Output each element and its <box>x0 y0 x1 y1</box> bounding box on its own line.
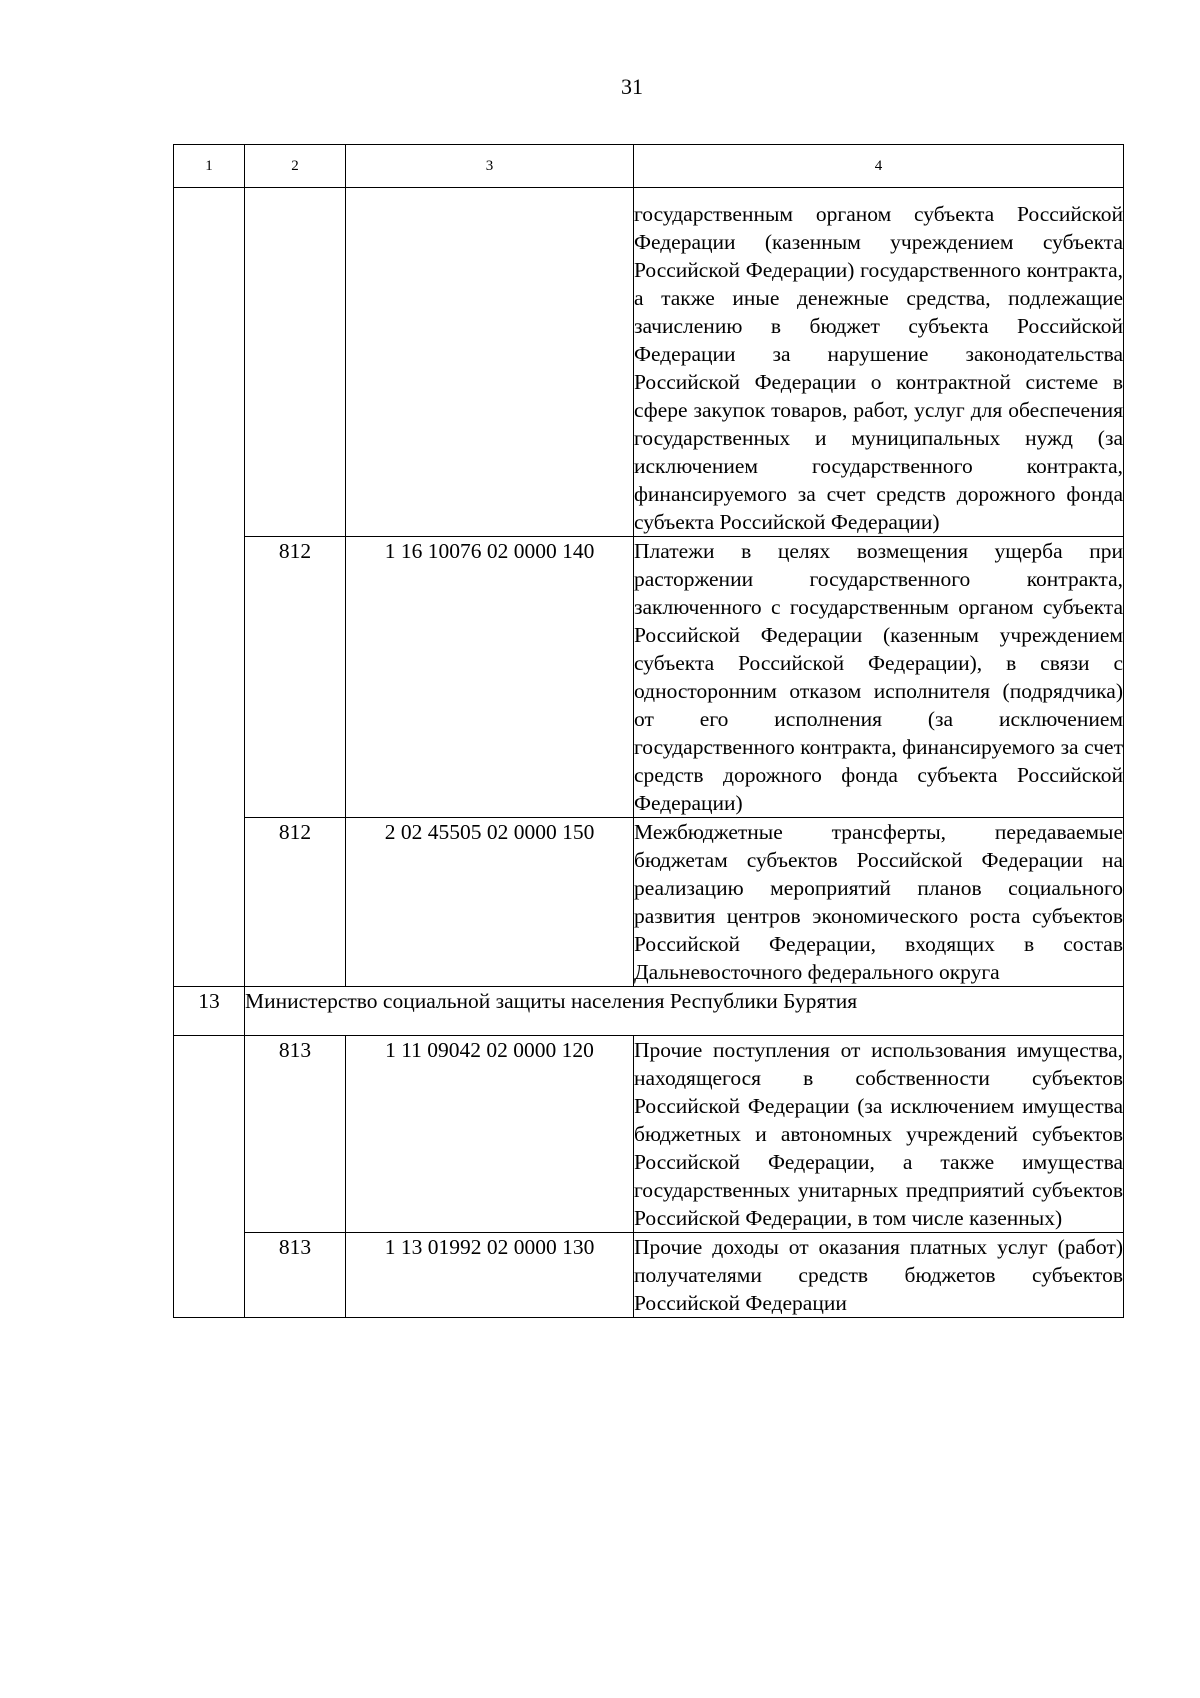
admin-code-cell: 813 <box>245 1036 346 1233</box>
description-cell: государственным органом субъекта Российской Федерации (казенным учреждением субъекта Российской Федерации) государственного контракта, а также иные денежные средства, подлежащие зачислению в бюджет субъекта Российской Федерации за нарушение законодательства Российской Федерации о контрактной системе в сфере закупок товаров, работ, услуг для обеспечения государственных и муниципальных нужд (за исключением государственного контракта, финансируемого за счет средств дорожного фонда субъекта Российской Федерации) <box>634 188 1124 537</box>
table-row <box>174 818 1124 987</box>
admin-code-cell: 812 <box>245 818 346 987</box>
column-header-1: 1 <box>174 145 245 188</box>
column-header-2: 2 <box>245 145 346 188</box>
revenue-code-cell <box>346 188 634 537</box>
table-row <box>174 1036 1124 1233</box>
table-row <box>174 188 1124 537</box>
revenue-code-cell: 1 11 09042 02 0000 120 <box>346 1036 634 1233</box>
admin-code-cell <box>245 188 346 537</box>
table-header-row <box>174 145 1124 188</box>
section-title: Министерство социальной защиты населения Республики Бурятия <box>245 987 1124 1036</box>
group-number-cell <box>174 188 245 987</box>
admin-code-cell: 812 <box>245 537 346 818</box>
revenue-code-cell: 1 13 01992 02 0000 130 <box>346 1233 634 1318</box>
description-cell: Межбюджетные трансферты, передаваемые бюджетам субъектов Российской Федерации на реализацию мероприятий планов социального развития центров экономического роста субъектов Российской Федерации, входящих в состав Дальневосточного федерального округа <box>634 818 1124 987</box>
description-cell: Прочие доходы от оказания платных услуг (работ) получателями средств бюджетов субъектов Российской Федерации <box>634 1233 1124 1318</box>
table-row <box>174 537 1124 818</box>
revenue-table <box>173 144 1124 1318</box>
admin-code-cell: 813 <box>245 1233 346 1318</box>
revenue-code-cell: 1 16 10076 02 0000 140 <box>346 537 634 818</box>
column-header-4: 4 <box>634 145 1124 188</box>
column-header-3: 3 <box>346 145 634 188</box>
description-cell: Платежи в целях возмещения ущерба при расторжении государственного контракта, заключенного с государственным органом субъекта Российской Федерации (казенным учреждением субъекта Российской Федерации), в связи с односторонним отказом исполнителя (подрядчика) от его исполнения (за исключением государственного контракта, финансируемого за счет средств дорожного фонда субъекта Российской Федерации) <box>634 537 1124 818</box>
table-row <box>174 1233 1124 1318</box>
section-number: 13 <box>174 987 245 1036</box>
page-number: 31 <box>621 74 643 99</box>
group-number-cell <box>174 1036 245 1318</box>
revenue-code-cell: 2 02 45505 02 0000 150 <box>346 818 634 987</box>
description-cell: Прочие поступления от использования имущества, находящегося в собственности субъектов Российской Федерации (за исключением имущества бюджетных и автономных учреждений субъектов Российской Федерации, а также имущества государственных унитарных предприятий субъектов Российской Федерации, в том числе казенных) <box>634 1036 1124 1233</box>
section-header-row <box>174 987 1124 1036</box>
